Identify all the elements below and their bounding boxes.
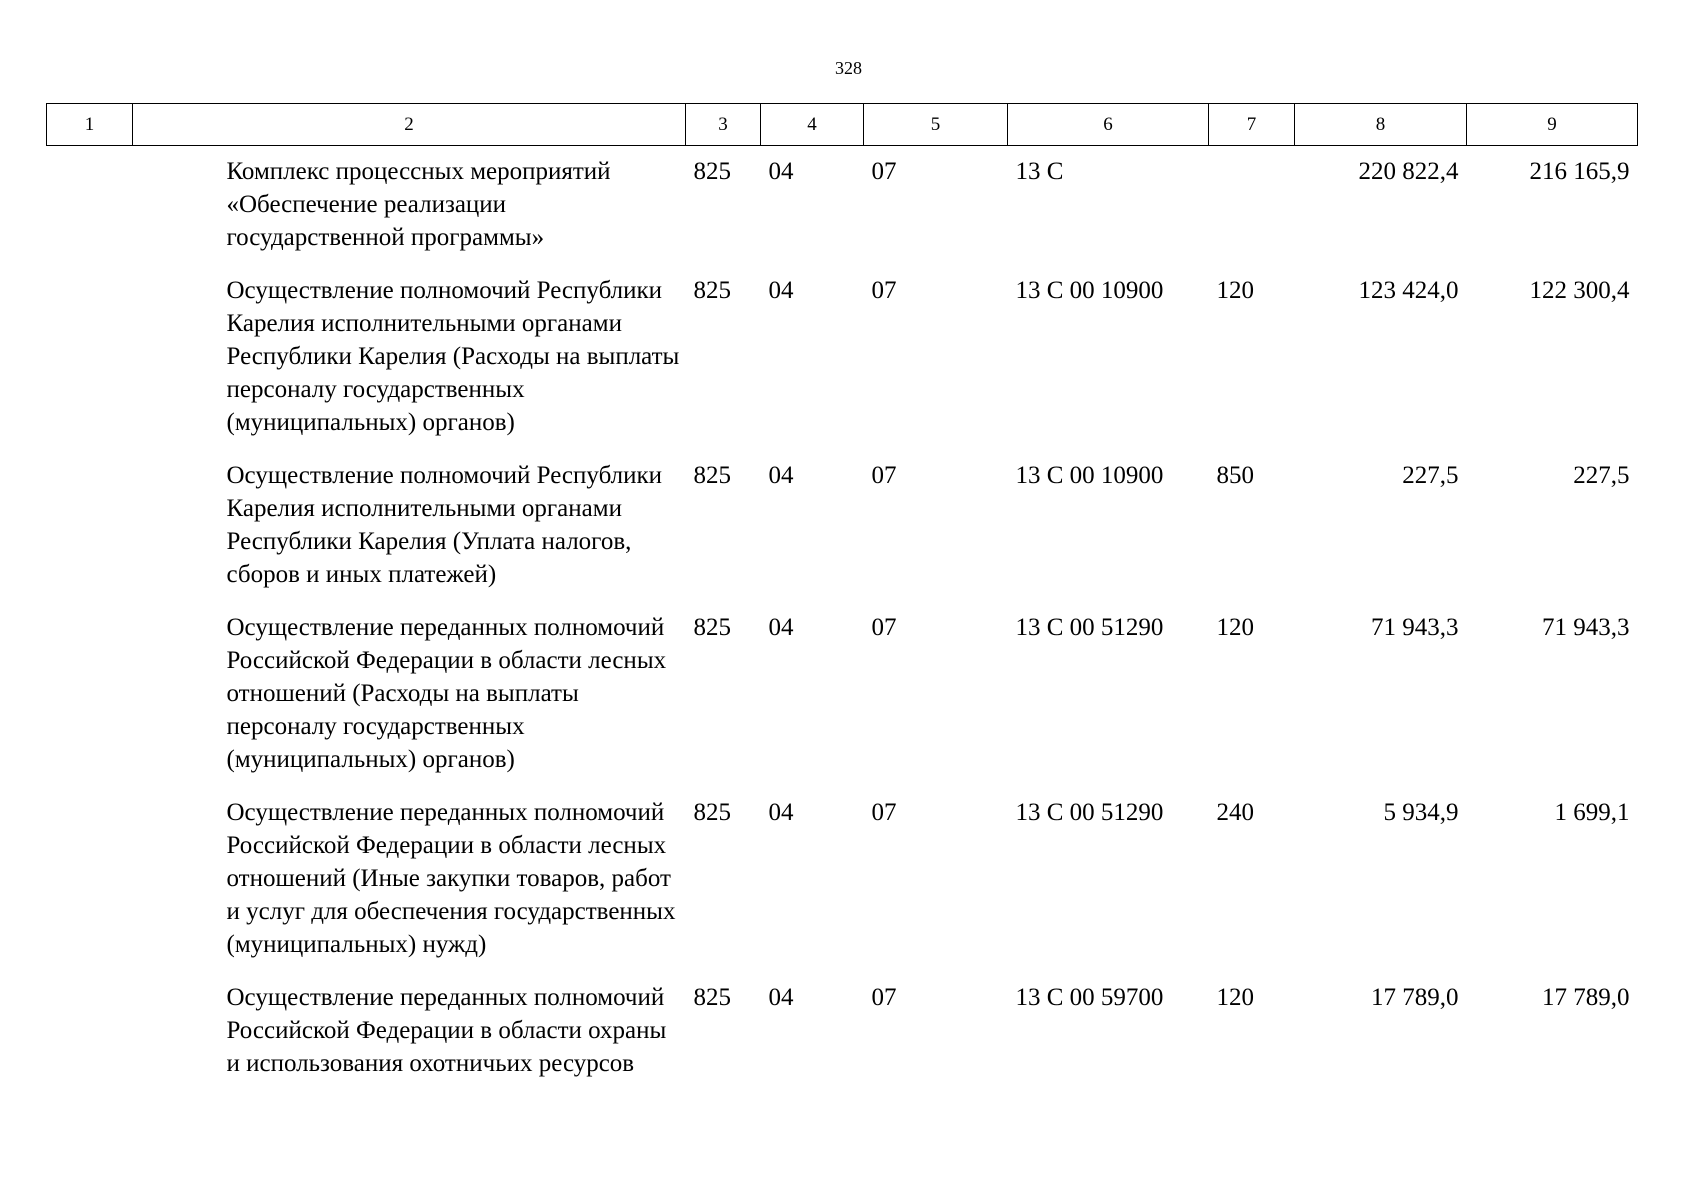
table-header [47,104,1638,146]
cell-col-3: 825 [693,799,731,826]
cell-col-8: 123 424,0 [1358,277,1459,304]
cell-col-7: 240 [1216,799,1254,826]
cell-col-3: 825 [693,277,731,304]
cell-col-8: 71 943,3 [1371,614,1459,641]
cell-col-5: 07 [871,158,897,185]
table-row [47,790,1638,975]
cell-col-7 [1209,146,1295,269]
cell-col-6: 13 С 00 10900 [1015,462,1164,489]
header-col-7: 7 [1209,104,1295,146]
cell-col-5: 07 [871,462,897,489]
cell-col-9: 227,5 [1573,462,1630,489]
header-col-3: 3 [686,104,761,146]
cell-col-3: 825 [693,614,731,641]
cell-name: Комплекс процессных мероприятий «Обеспечение реализации государственной программы» [226,158,611,251]
header-col-2: 2 [133,104,686,146]
cell-col-4: 04 [768,462,794,489]
cell-col-7: 120 [1216,277,1254,304]
table-body [47,146,1638,1095]
cell-col-7: 850 [1216,462,1254,489]
cell-col-4: 04 [768,277,794,304]
cell-col-8: 17 789,0 [1371,984,1459,1011]
budget-table [46,103,1638,1094]
cell-col-3: 825 [693,462,731,489]
cell-col-4: 04 [768,799,794,826]
cell-col-3: 825 [693,158,731,185]
cell-col-6: 13 С 00 10900 [1015,277,1164,304]
table-row [47,146,1638,269]
table-row [47,453,1638,605]
cell-col-4: 04 [768,614,794,641]
cell-col-1 [47,790,133,975]
cell-col-5: 07 [871,799,897,826]
cell-col-5: 07 [871,277,897,304]
cell-name: Осуществление переданных полномочий Российской Федерации в области лесных отношений (Иные закупки товаров, работ и услуг для обеспечения государственных (муниципальных) нужд) [226,799,676,958]
header-col-5: 5 [864,104,1008,146]
cell-name: Осуществление переданных полномочий Российской Федерации в области охраны и использования охотничьих ресурсов [226,984,667,1077]
cell-col-5: 07 [871,614,897,641]
cell-col-1 [47,975,133,1094]
cell-col-6: 13 С 00 59700 [1015,984,1164,1011]
cell-col-9: 122 300,4 [1529,277,1630,304]
cell-col-3: 825 [693,984,731,1011]
cell-name: Осуществление полномочий Республики Карелия исполнительными органами Республики Карелия (Уплата налогов, сборов и иных платежей) [226,462,663,588]
header-col-8: 8 [1295,104,1467,146]
cell-col-8: 220 822,4 [1358,158,1459,185]
cell-col-1 [47,605,133,790]
cell-col-8: 5 934,9 [1383,799,1459,826]
cell-col-1 [47,453,133,605]
cell-col-4: 04 [768,984,794,1011]
cell-name: Осуществление переданных полномочий Российской Федерации в области лесных отношений (Расходы на выплаты персоналу государственных (муниципальных) органов) [226,614,667,773]
table-row [47,605,1638,790]
cell-col-8: 227,5 [1402,462,1459,489]
cell-col-4: 04 [768,158,794,185]
header-col-1: 1 [47,104,133,146]
page-number: 328 [835,58,862,78]
cell-col-9: 71 943,3 [1542,614,1630,641]
cell-col-9: 216 165,9 [1529,158,1630,185]
cell-col-6: 13 С 00 51290 [1015,799,1164,826]
header-row [47,104,1638,146]
cell-col-9: 17 789,0 [1542,984,1630,1011]
cell-col-5: 07 [871,984,897,1011]
cell-col-1 [47,268,133,453]
cell-col-1 [47,146,133,269]
cell-col-9: 1 699,1 [1554,799,1630,826]
cell-name: Осуществление полномочий Республики Карелия исполнительными органами Республики Карелия (Расходы на выплаты персоналу государственных (муниципальных) органов) [226,277,680,436]
cell-col-7: 120 [1216,984,1254,1011]
cell-col-6: 13 С 00 51290 [1015,614,1164,641]
header-col-4: 4 [761,104,864,146]
header-col-9: 9 [1467,104,1638,146]
table-row [47,975,1638,1094]
cell-col-6: 13 С [1015,158,1064,185]
cell-col-7: 120 [1216,614,1254,641]
table-row [47,268,1638,453]
header-col-6: 6 [1008,104,1209,146]
